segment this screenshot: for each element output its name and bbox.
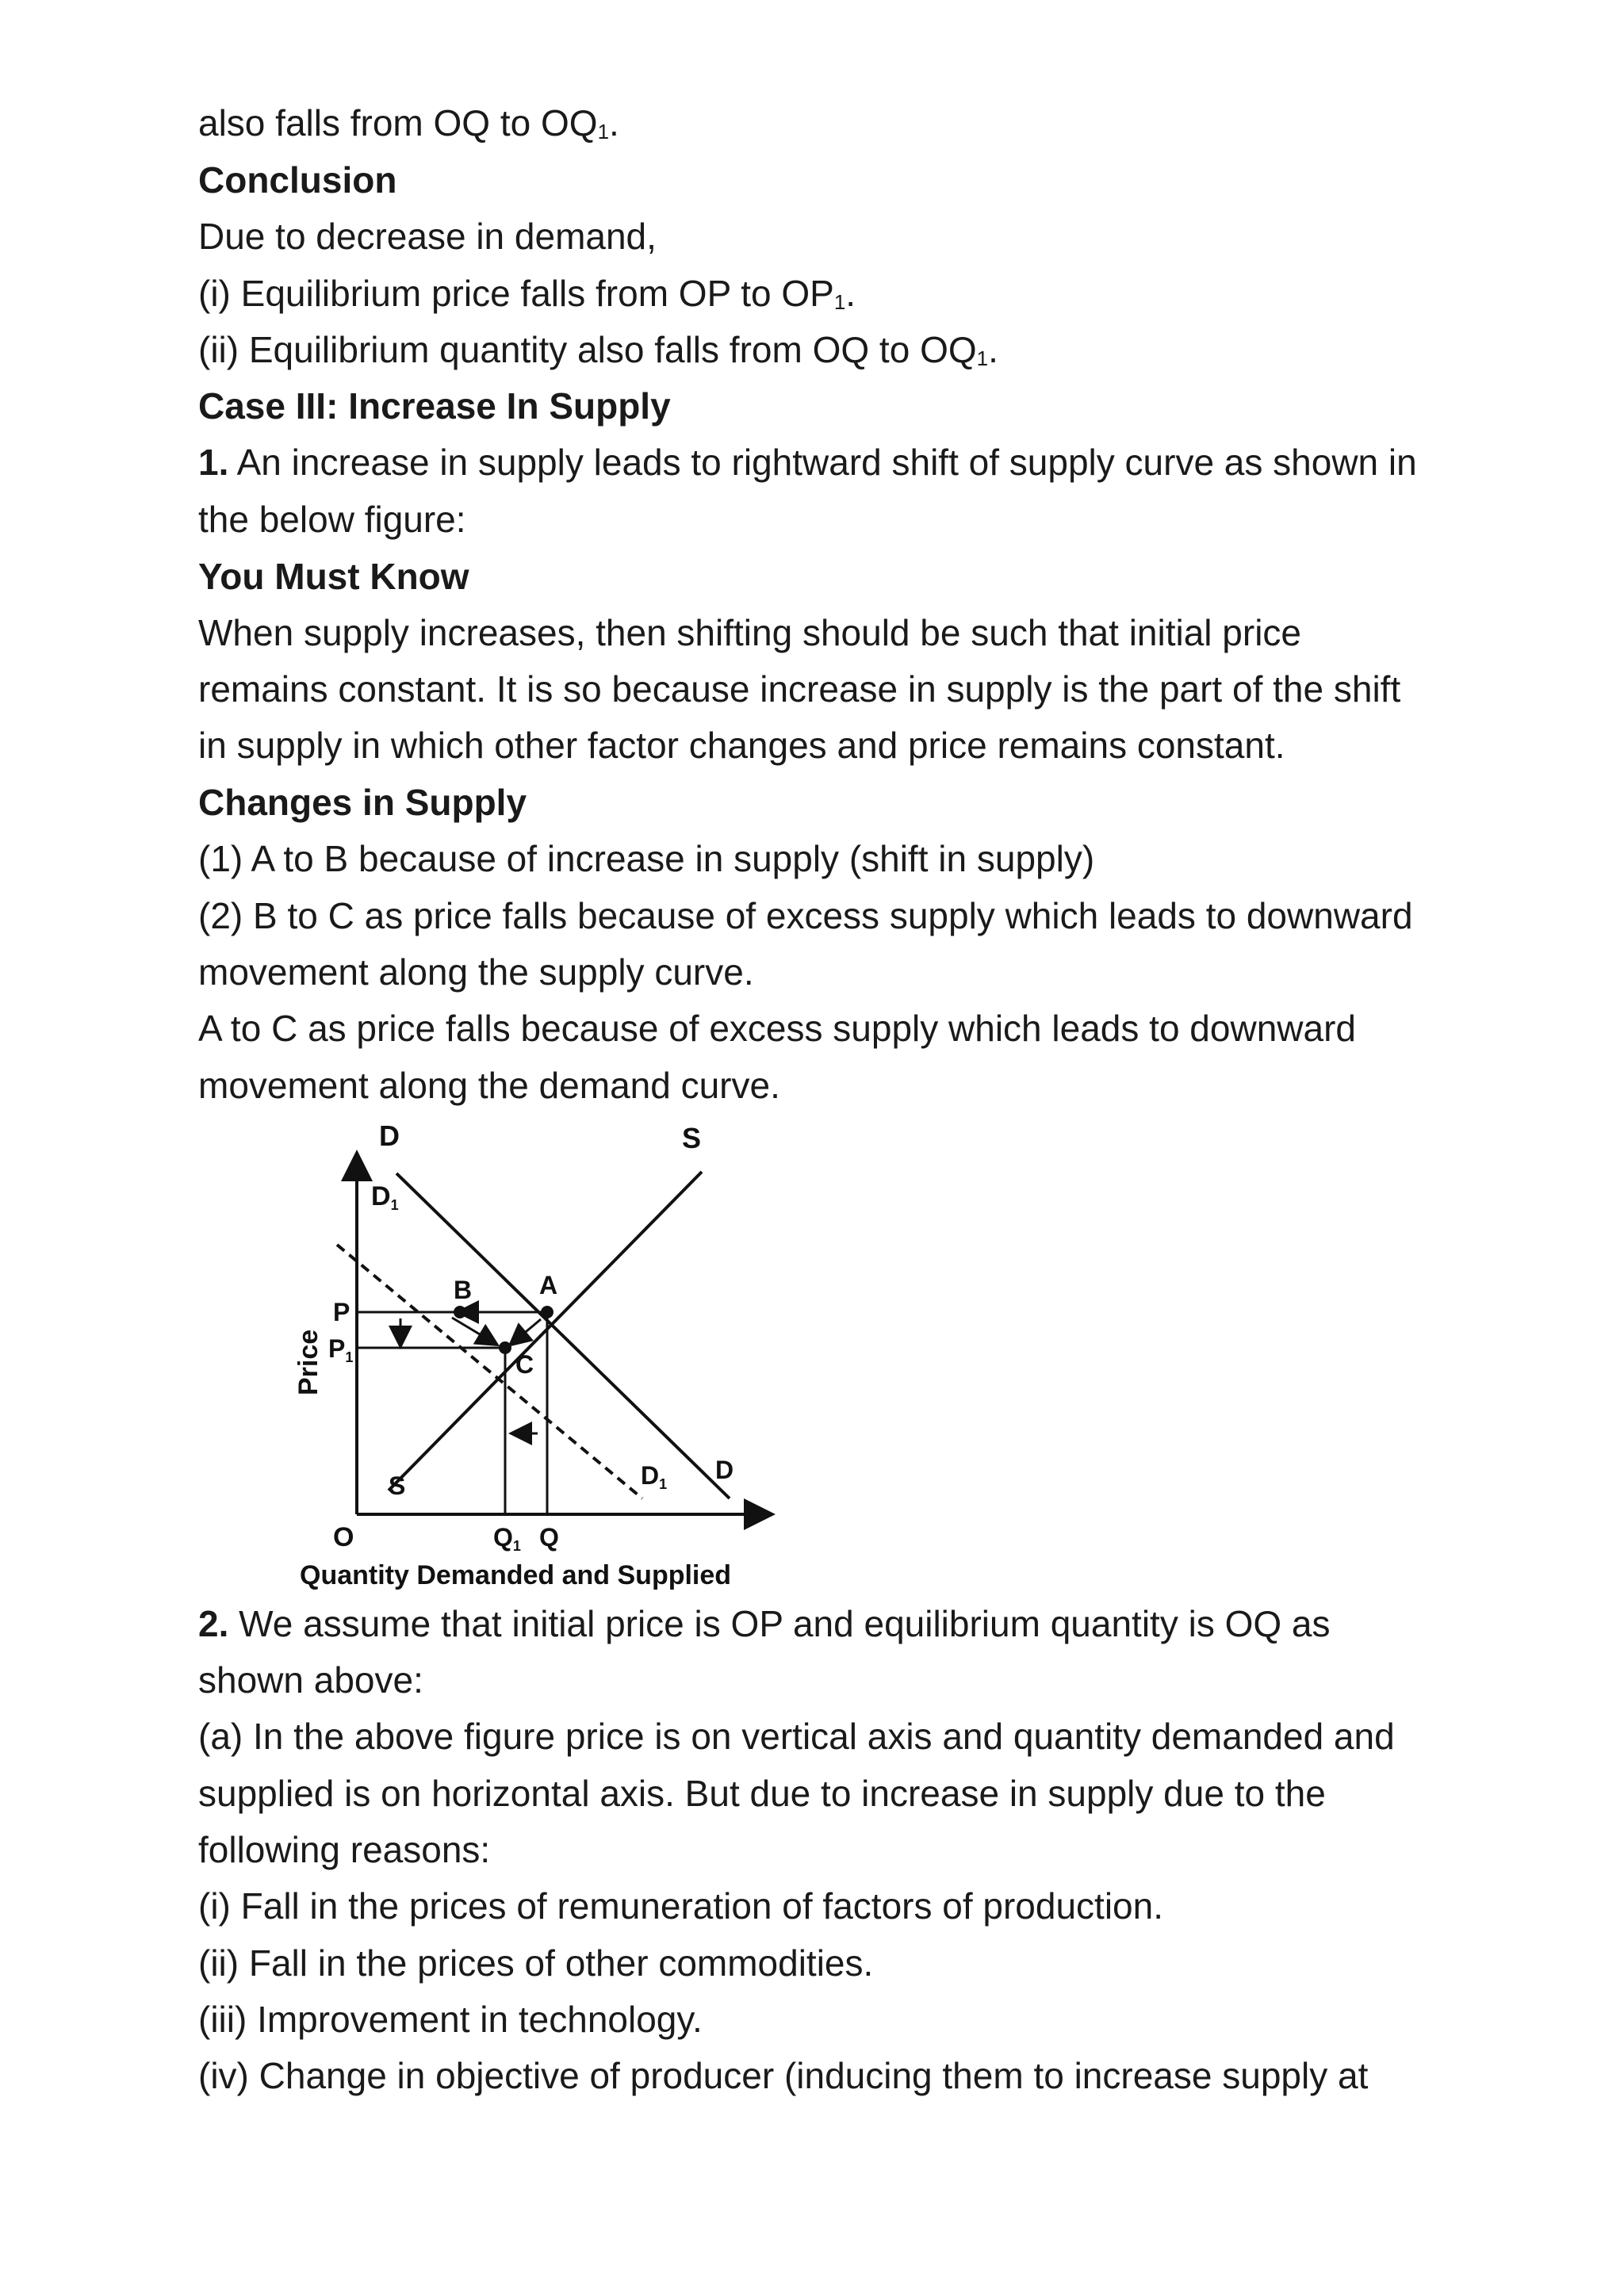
must-know-heading: You Must Know: [198, 556, 469, 597]
label-a: A: [539, 1271, 558, 1299]
text-line: movement along the demand curve.: [198, 1065, 780, 1106]
supply-curve-s: [389, 1172, 702, 1490]
list-item: (i) Fall in the prices of remuneration of factors of production.: [198, 1885, 1164, 1927]
label-c: C: [515, 1350, 534, 1379]
text-line: the below figure:: [198, 499, 466, 540]
y-axis-label: Price: [293, 1329, 324, 1395]
label-d-top: D: [379, 1119, 400, 1152]
text-line: following reasons:: [198, 1829, 491, 1870]
text-line: (1) A to B because of increase in supply (shift in supply): [198, 838, 1095, 879]
label-p: P: [333, 1298, 350, 1326]
x-axis-label: Quantity Demanded and Supplied: [300, 1560, 732, 1590]
label-s-top: S: [682, 1122, 702, 1154]
text-line: (2) B to C as price falls because of excess supply which leads to downward: [198, 895, 1413, 936]
text-line: remains constant. It is so because increase in supply is the part of the shift: [198, 668, 1401, 710]
text-line: shown above:: [198, 1659, 423, 1701]
label-d1-bottom: D1: [641, 1461, 668, 1492]
demand-curve-d1: [337, 1245, 642, 1498]
label-q: Q: [539, 1523, 559, 1552]
case-heading: Case III: Increase In Supply: [198, 385, 671, 427]
list-item: (iii) Improvement in technology.: [198, 1999, 703, 2040]
paragraph-1: 1. An increase in supply leads to rightward shift of supply curve as shown in: [198, 442, 1417, 483]
label-p1: P1: [328, 1334, 354, 1365]
arrow-b-to-c: [452, 1318, 496, 1344]
point-a: [541, 1306, 553, 1318]
point-c: [499, 1341, 511, 1354]
text-line: Due to decrease in demand,: [198, 216, 657, 257]
list-item: (ii) Fall in the prices of other commodities.: [198, 1942, 874, 1984]
text-line: (ii) Equilibrium quantity also falls from OQ to $OQ_1$.: [198, 329, 998, 370]
text-line: When supply increases, then shifting should be such that initial price: [198, 612, 1302, 653]
supply-demand-diagram: [285, 1110, 825, 1594]
list-item: (iv) Change in objective of producer (inducing them to increase supply at: [198, 2055, 1369, 2096]
changes-heading: Changes in Supply: [198, 782, 527, 823]
text-line: A to C as price falls because of excess supply which leads to downward: [198, 1008, 1356, 1049]
text-line: also falls from OQ to $OQ_1$.: [198, 102, 619, 144]
point-b: [454, 1306, 466, 1318]
text-line: (a) In the above figure price is on vertical axis and quantity demanded and: [198, 1716, 1395, 1757]
label-origin: O: [333, 1522, 354, 1552]
label-b: B: [454, 1276, 473, 1304]
label-d1-top: D1: [371, 1181, 399, 1213]
label-s-bottom: S: [389, 1471, 406, 1500]
text-line: movement along the supply curve.: [198, 951, 754, 993]
text-line: supplied is on horizontal axis. But due to increase in supply due to the: [198, 1773, 1326, 1814]
paragraph-2: 2. We assume that initial price is OP and equilibrium quantity is OQ as: [198, 1603, 1331, 1644]
label-d-bottom: D: [715, 1456, 734, 1484]
conclusion-heading: Conclusion: [198, 159, 397, 201]
demand-curve-d: [396, 1173, 730, 1498]
text-line: in supply in which other factor changes and price remains constant.: [198, 725, 1285, 766]
label-q1: Q1: [493, 1523, 521, 1554]
text-line: (i) Equilibrium price falls from OP to $OP_1$.: [198, 273, 856, 314]
